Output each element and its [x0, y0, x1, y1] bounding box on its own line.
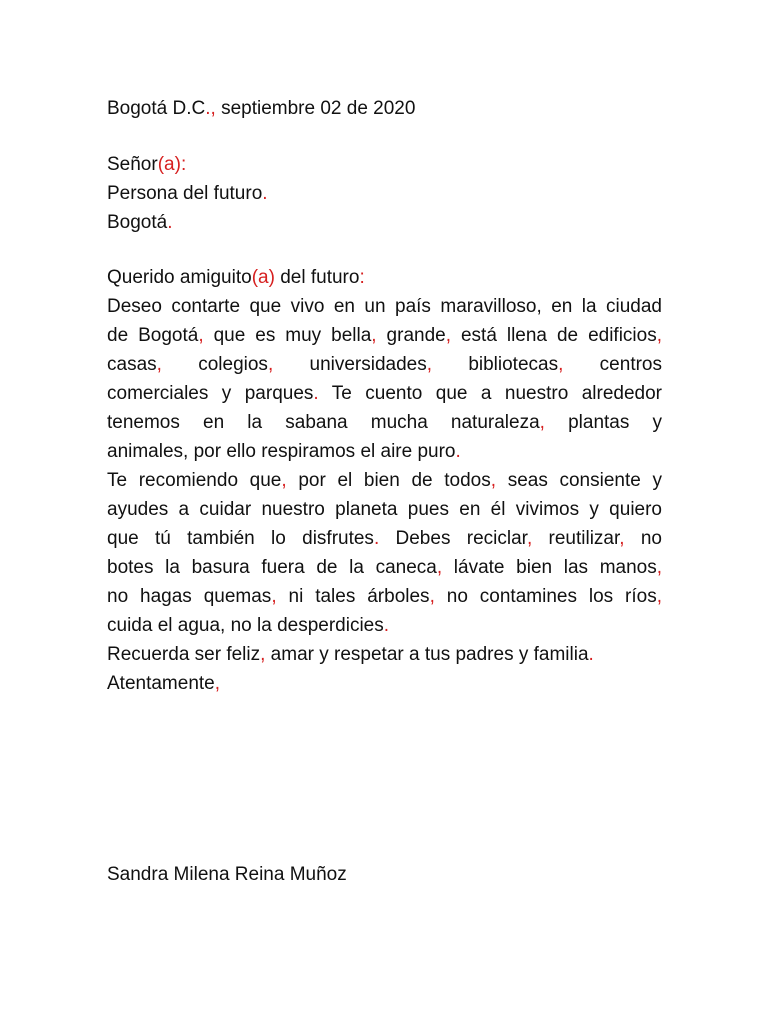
p1-line-3: casas, colegios, universidades, bibliotecas, centros: [107, 354, 662, 375]
p1-line-6: animales, por ello respiramos el aire puro.: [107, 441, 461, 462]
p1-line-1: Deseo contarte que vivo en un país maravilloso, en la ciudad: [107, 296, 662, 317]
p2-line-1: Te recomiendo que, por el bien de todos, seas consiente y: [107, 470, 662, 491]
closing-line: Atentamente,: [107, 673, 221, 694]
p2-line-4: botes la basura fuera de la caneca, lávate bien las manos,: [107, 557, 662, 578]
signature-name: Sandra Milena Reina Muñoz: [107, 864, 347, 885]
p2-line-3: que tú también lo disfrutes. Debes reciclar, reutilizar, no: [107, 528, 662, 549]
p2-line-2: ayudes a cuidar nuestro planeta pues en él vivimos y quiero: [107, 499, 662, 520]
p1-line-2: de Bogotá, que es muy bella, grande, está llena de edificios,: [107, 325, 662, 346]
addressee-line-1: Señor(a):: [107, 154, 187, 175]
addressee-line-3: Bogotá.: [107, 212, 173, 233]
addressee-line-2: Persona del futuro.: [107, 183, 268, 204]
letter-signature: [107, 860, 662, 889]
letter-addressee: [107, 150, 662, 237]
p3-line: Recuerda ser feliz, amar y respetar a tus padres y familia.: [107, 644, 594, 665]
p1-line-5: tenemos en la sabana mucha naturaleza, plantas y: [107, 412, 663, 433]
letter-body: [107, 263, 662, 698]
greeting-line: Querido amiguito(a) del futuro:: [107, 267, 365, 288]
p1-line-4: comerciales y parques. Te cuento que a nuestro alrededor: [107, 383, 662, 404]
p2-line-6: cuida el agua, no la desperdicies.: [107, 615, 390, 636]
p2-line-5: no hagas quemas, ni tales árboles, no contamines los ríos,: [107, 586, 663, 607]
date-line: Bogotá D.C., septiembre 02 de 2020: [107, 98, 416, 119]
letter-date: [107, 94, 662, 123]
